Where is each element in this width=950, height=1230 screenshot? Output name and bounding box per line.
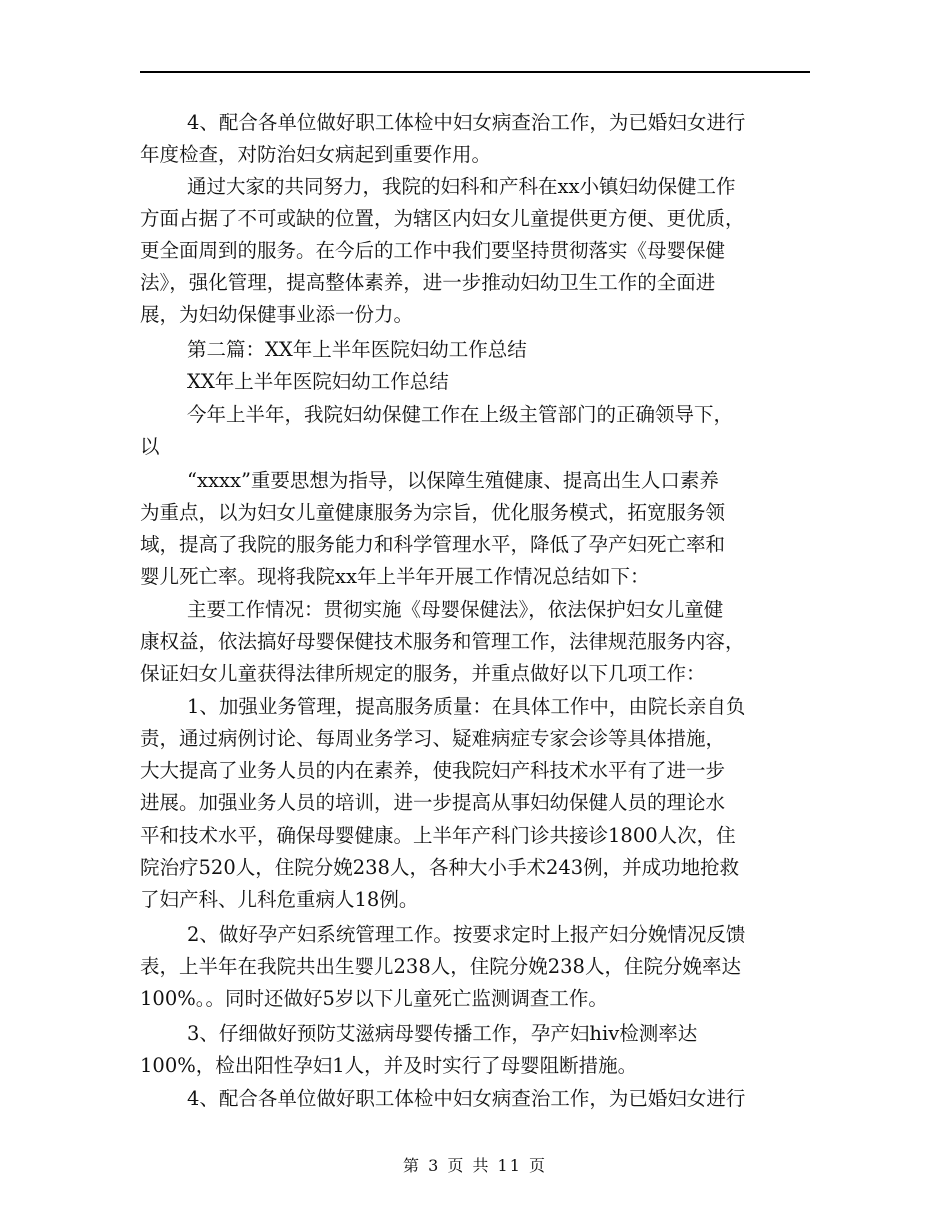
text-line: 法》，强化管理，提高整体素养，进一步推动妇幼卫生工作的全面进 xyxy=(140,271,716,294)
text-line: 进展。加强业务人员的培训，进一步提高从事妇幼保健人员的理论水 xyxy=(140,791,726,814)
text-line: 婴儿死亡率。现将我院xx年上半年开展工作情况总结如下： xyxy=(140,565,650,588)
text-line: 表，上半年在我院共出生婴儿238人，住院分娩238人，住院分娩率达 xyxy=(140,955,741,978)
text-line: 平和技术水平，确保母婴健康。上半年产科门诊共接诊1800人次，住 xyxy=(140,824,736,847)
text-line: 3、仔细做好预防艾滋病母婴传播工作，孕产妇hiv检测率达 xyxy=(187,1022,698,1045)
text-line: 100%，检出阳性孕妇1人，并及时实行了母婴阻断措施。 xyxy=(140,1054,638,1077)
text-line: 展，为妇幼保健事业添一份力。 xyxy=(140,303,414,326)
text-line: 年度检查，对防治妇女病起到重要作用。 xyxy=(140,143,492,166)
text-line: 100%。。同时还做好5岁以下儿童死亡监测调查工作。 xyxy=(140,987,608,1010)
text-line: 第二篇：XX年上半年医院妇幼工作总结 xyxy=(187,338,527,361)
text-line: 保证妇女儿童获得法律所规定的服务，并重点做好以下几项工作： xyxy=(140,662,706,685)
text-line: 主要工作情况：贯彻实施《母婴保健法》，依法保护妇女儿童健 xyxy=(187,598,724,621)
text-line: 大大提高了业务人员的内在素养，使我院妇产科技术水平有了进一步 xyxy=(140,759,726,782)
text-line: 今年上半年，我院妇幼保健工作在上级主管部门的正确领导下， xyxy=(187,403,734,426)
text-line: 方面占据了不可或缺的位置，为辖区内妇女儿童提供更方便、更优质， xyxy=(140,207,745,230)
text-line: 域，提高了我院的服务能力和科学管理水平，降低了孕产妇死亡率和 xyxy=(140,533,726,556)
text-line: 更全面周到的服务。在今后的工作中我们要坚持贯彻落实《母婴保健 xyxy=(140,239,726,262)
text-line: “xxxx”重要思想为指导，以保障生殖健康、提高出生人口素养 xyxy=(187,469,719,492)
page-footer: 第 3 页 共 11 页 xyxy=(403,1156,547,1175)
text-line: 责，通过病例讨论、每周业务学习、疑难病症专家会诊等具体措施， xyxy=(140,727,726,750)
text-line: 2、做好孕产妇系统管理工作。按要求定时上报产妇分娩情况反馈 xyxy=(187,923,746,946)
text-line: 以 xyxy=(140,435,160,458)
text-line: 通过大家的共同努力，我院的妇科和产科在xx小镇妇幼保健工作 xyxy=(187,175,736,198)
text-line: 为重点，以为妇女儿童健康服务为宗旨，优化服务模式，拓宽服务领 xyxy=(140,501,726,524)
text-line: 4、配合各单位做好职工体检中妇女病查治工作，为已婚妇女进行 xyxy=(187,1087,746,1110)
text-line: 4、配合各单位做好职工体检中妇女病查治工作，为已婚妇女进行 xyxy=(187,111,746,134)
text-line: 了妇产科、儿科危重病人18例。 xyxy=(140,888,419,911)
text-line: 1、加强业务管理，提高服务质量：在具体工作中，由院长亲自负 xyxy=(187,695,746,718)
text-line: 院治疗520人，住院分娩238人，各种大小手术243例，并成功地抢救 xyxy=(140,856,740,879)
text-line: 康权益，依法搞好母婴保健技术服务和管理工作，法律规范服务内容， xyxy=(140,630,745,653)
header-rule xyxy=(140,71,810,73)
text-line: XX年上半年医院妇幼工作总结 xyxy=(187,370,449,393)
